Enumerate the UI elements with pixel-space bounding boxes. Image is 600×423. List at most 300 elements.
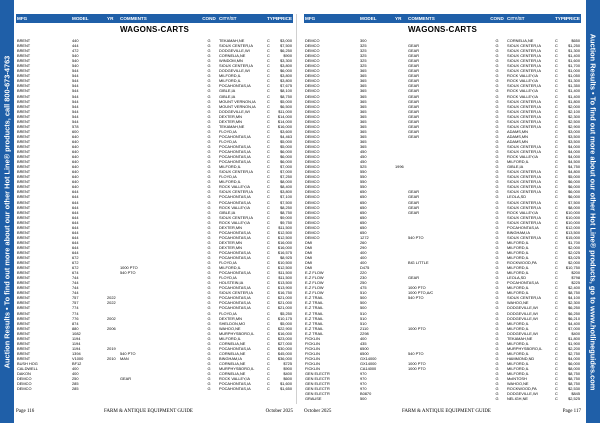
cell-city-state: FLOYD,IA [219, 128, 237, 134]
cell-price: $12,500 [277, 234, 292, 240]
cell-condition: G [207, 345, 211, 351]
cell-condition: G [207, 149, 211, 155]
cell-mfg: DEMCO [305, 143, 320, 149]
cell-price: $7,250 [280, 174, 292, 180]
cell-city-state: MILFORD,IL [507, 340, 529, 346]
header-cond: COND [490, 16, 504, 21]
cell-price: $2,300 [568, 300, 580, 306]
cell-price: $3,500 [568, 133, 580, 139]
cell-mfg: E-Z FLOW [305, 280, 324, 286]
cell-mfg: DEMCO [305, 103, 320, 109]
cell-price: $4,400 [568, 320, 580, 326]
cell-type: C [555, 204, 558, 210]
cell-price: $4,800 [568, 169, 580, 175]
cell-condition: G [207, 290, 211, 296]
cell-mfg: DEMCO [305, 184, 320, 190]
left-table-header [16, 14, 293, 23]
cell-comments: GEAR [408, 43, 420, 49]
cell-condition: G [495, 63, 499, 69]
cell-mfg: DEMCO [305, 219, 320, 225]
cell-mfg: BRENT [17, 123, 31, 129]
cell-condition: G [495, 361, 499, 366]
cell-comments: GEAR [408, 118, 420, 124]
cell-model: 640 [72, 143, 79, 149]
cell-type: C [267, 345, 270, 351]
left-issue-date: October 2025 [265, 409, 293, 414]
cell-condition: G [207, 335, 211, 341]
cell-city-state: GIBLE,IA [219, 93, 236, 99]
header-comments: COMMENTS [120, 16, 147, 21]
cell-model: 880 [72, 325, 79, 331]
cell-mfg: FICKLIN [305, 340, 320, 346]
cell-city-state: POCAHONTAS,IA [219, 249, 251, 255]
cell-price: $16,000 [277, 244, 292, 250]
cell-model: 2110 [360, 325, 369, 331]
cell-comments: GEAR [408, 123, 420, 129]
cell-mfg: BRENT [17, 234, 31, 240]
cell-type: C [555, 169, 558, 175]
cell-condition: G [495, 214, 499, 220]
cell-model: 500 [360, 396, 367, 402]
cell-city-state: DEXTER,MN [219, 113, 242, 119]
cell-city-state: DODGEVILLE,WI [507, 391, 538, 397]
cell-type: C [267, 325, 270, 331]
cell-model: 290 [360, 244, 367, 250]
cell-mfg: BRENT [17, 265, 31, 271]
cell-type: C [555, 275, 558, 281]
cell-condition: G [495, 98, 499, 104]
cell-mfg: E-Z TRAIL [305, 310, 324, 316]
cell-mfg: BRENT [17, 345, 31, 351]
cell-mfg: BRENT [17, 330, 31, 336]
cell-price: $400 [571, 330, 580, 336]
cell-condition: G [207, 93, 211, 99]
cell-type: C [267, 305, 270, 311]
cell-type: C [267, 83, 270, 89]
cell-type: C [267, 315, 270, 321]
cell-mfg: BRENT [17, 93, 31, 99]
cell-model: 540 [72, 58, 79, 64]
cell-mfg: DEMCO [305, 234, 320, 240]
cell-model: 544 [72, 93, 79, 99]
cell-price: $10,175 [277, 315, 292, 321]
cell-price: $11,500 [278, 224, 292, 230]
cell-mfg: DEMCO [305, 209, 320, 215]
cell-mfg: CALDWELL [17, 366, 38, 372]
cell-city-state: SHELDON,MO [219, 320, 246, 326]
cell-type: C [555, 345, 558, 351]
cell-condition: G [207, 164, 211, 170]
cell-condition: G [207, 154, 211, 160]
cell-model: 544 [72, 98, 79, 104]
cell-model: 644 [72, 189, 79, 195]
cell-model: 365 [360, 123, 367, 129]
cell-model: 644 [72, 234, 79, 240]
cell-city-state: CORNELIA,NE [219, 350, 246, 356]
cell-price: $5,000 [280, 98, 292, 104]
page-gutter [296, 14, 297, 404]
cell-mfg: DEMCO [305, 43, 320, 49]
cell-type: C [267, 255, 270, 261]
left-page-number: Page 116 [16, 409, 35, 414]
cell-city-state: MILFORD,IL [507, 249, 529, 255]
cell-condition: G [495, 219, 499, 225]
left-side-banner-text: Auction Results • To find out more about our other Hot Line® products, call 800-673-4763 [2, 55, 12, 368]
cell-model: 365 [360, 68, 367, 74]
right-side-banner [586, 0, 600, 423]
cell-type: C [555, 305, 558, 311]
cell-mfg: DEMCO [305, 229, 320, 235]
cell-condition: G [495, 325, 499, 331]
cell-model: 970 [360, 381, 367, 387]
cell-condition: G [207, 244, 211, 250]
cell-price: $7,100 [280, 194, 292, 200]
cell-price: $1,300 [568, 48, 580, 54]
cell-mfg: BRENT [17, 204, 31, 210]
cell-mfg: BRENT [17, 229, 31, 235]
cell-price: $225 [571, 280, 580, 286]
cell-city-state: SIOUX CENTER,IA [507, 63, 541, 69]
header-price: PRICE [565, 16, 580, 21]
cell-comments: GEAR [408, 78, 420, 84]
cell-condition: G [207, 68, 211, 74]
cell-year: 2022 [107, 295, 116, 301]
cell-price: $4,000 [568, 149, 580, 155]
cell-city-state: ROCK VALLEY,IA [507, 88, 538, 94]
cell-type: C [267, 371, 270, 377]
cell-mfg: DEMCO [305, 68, 320, 74]
cell-model: 550 [360, 179, 367, 185]
cell-price: $1,700 [568, 239, 580, 245]
cell-city-state: SIOUX CENTER,IA [507, 98, 541, 104]
cell-type: C [267, 73, 270, 79]
cell-model: 672 [72, 265, 79, 271]
cell-price: $8,250 [280, 204, 292, 210]
cell-mfg: FICKLIN [305, 350, 320, 356]
cell-type: C [267, 381, 270, 387]
cell-mfg: BRENT [17, 244, 31, 250]
cell-type: C [267, 194, 270, 200]
cell-city-state: SIOUX CENTER,IA [507, 189, 541, 195]
cell-condition: G [207, 103, 211, 109]
cell-model: 550 [360, 174, 367, 180]
cell-model: 744 [72, 280, 79, 286]
cell-mfg: DMI [305, 260, 313, 266]
cell-mfg: FICKLIN [305, 361, 320, 366]
cell-mfg: BRENT [17, 159, 31, 165]
cell-city-state: FLOYD,IA [219, 138, 237, 144]
cell-model: 1272 [360, 234, 369, 240]
cell-city-state: POCAHONTAS,IA [219, 386, 251, 392]
cell-price: $3,800 [280, 63, 292, 69]
cell-condition: G [495, 345, 499, 351]
cell-mfg: DEMCO [305, 118, 320, 124]
cell-price: $5,000 [568, 174, 580, 180]
cell-type: C [555, 224, 558, 230]
cell-city-state: SIOUX CENTER,IA [219, 189, 253, 195]
cell-city-state: MURPHYSBORO,IL [219, 366, 255, 372]
cell-type: C [555, 270, 558, 276]
cell-condition: G [495, 68, 499, 74]
cell-price: $2,025 [568, 249, 580, 255]
cell-comments: GEAR [408, 63, 420, 69]
cell-type: C [267, 159, 270, 165]
header-city: CITY/ST [219, 16, 237, 21]
cell-condition: G [207, 88, 211, 94]
cell-comments: GEAR [408, 108, 420, 114]
right-table-header [304, 14, 581, 23]
cell-mfg: BRENT [17, 43, 31, 49]
table-row [304, 396, 581, 401]
cell-model: 650 [360, 219, 367, 225]
cell-price: $3,025 [568, 255, 580, 261]
cell-condition: G [495, 234, 499, 240]
cell-condition: G [495, 189, 499, 195]
cell-price: $2,900 [568, 123, 580, 129]
cell-mfg: E-Z TRAIL [305, 320, 324, 326]
cell-price: $16,000 [277, 330, 292, 336]
cell-type: C [555, 43, 558, 49]
cell-type: C [267, 48, 270, 54]
cell-model: 544 [72, 103, 79, 109]
cell-type: C [555, 214, 558, 220]
cell-condition: G [495, 229, 499, 235]
cell-type: C [555, 103, 558, 109]
cell-condition: G [495, 58, 499, 64]
cell-model: 365 [360, 98, 367, 104]
cell-model: 544 [72, 88, 79, 94]
header-model: MODEL [72, 16, 89, 21]
cell-condition: G [207, 179, 211, 185]
cell-mfg: BRENT [17, 174, 31, 180]
cell-city-state: FLOYD,IA [219, 260, 237, 266]
cell-type: C [267, 350, 270, 356]
cell-city-state: SIOUX CENTER,IA [219, 43, 253, 49]
cell-comments: 1000 PTO [408, 285, 426, 291]
cell-city-state: POCAHONTAS,IA [507, 224, 539, 230]
cell-comments: GEAR [120, 376, 132, 382]
cell-model: 640 [72, 138, 79, 144]
cell-model: 365 [360, 103, 367, 109]
cell-price: $2,200 [568, 345, 580, 351]
cell-mfg: BRENT [17, 335, 31, 341]
cell-price: $27,000 [277, 340, 292, 346]
cell-price: $7,000 [568, 325, 580, 331]
cell-price: $4,750 [568, 164, 580, 170]
cell-type: C [267, 43, 270, 49]
cell-model: 250 [360, 280, 367, 286]
cell-mfg: BRENT [17, 88, 31, 94]
cell-condition: G [495, 224, 499, 230]
cell-model: 644 [72, 239, 79, 245]
cell-city-state: POCAHONTAS,IA [219, 285, 251, 291]
cell-model: 325 [360, 58, 367, 64]
cell-condition: G [495, 133, 499, 139]
cell-condition: G [495, 290, 499, 296]
cell-comments: GEAR [408, 209, 420, 215]
cell-city-state: ROCK VALLEY,IA [507, 73, 538, 79]
cell-mfg: E-Z TRAIL [305, 295, 324, 301]
cell-model: 525 [360, 164, 367, 170]
cell-mfg: DEMCO [17, 376, 32, 382]
cell-price: $8,750 [568, 371, 580, 377]
cell-mfg: DEMCO [305, 48, 320, 54]
cell-type: C [555, 366, 558, 372]
cell-mfg: BRENT [17, 179, 31, 185]
cell-price: $12,000 [565, 224, 580, 230]
cell-model: 230 [360, 275, 367, 281]
cell-model: 510 [360, 310, 367, 316]
cell-model: 672 [72, 255, 79, 261]
cell-model: 325 [360, 63, 367, 69]
cell-model: V1000 [72, 355, 84, 361]
cell-condition: G [495, 305, 499, 311]
cell-price: $1,600 [280, 381, 292, 387]
cell-mfg: GEN ELECTR [305, 381, 330, 387]
cell-model: 365 [360, 78, 367, 84]
cell-city-state: SIOUX CENTER,IA [219, 169, 253, 175]
cell-model: 440 [72, 38, 79, 43]
cell-price: $2,000 [568, 260, 580, 266]
cell-city-state: MURPHYSBORO,IL [507, 345, 543, 351]
cell-price: $1,400 [568, 93, 580, 99]
cell-price: $14,000 [277, 113, 292, 119]
cell-mfg: BRENT [17, 249, 31, 255]
cell-condition: G [207, 194, 211, 200]
cell-type: C [267, 310, 270, 316]
cell-price: $3,300 [280, 58, 292, 64]
cell-type: C [555, 290, 558, 296]
cell-city-state: MILFORD,IL [507, 265, 529, 271]
cell-city-state: POCAHONTAS,IA [219, 270, 251, 276]
cell-city-state: POCAHONTAS,IA [219, 229, 251, 235]
cell-city-state: TEKAMAH,NE [219, 123, 245, 129]
cell-condition: G [207, 219, 211, 225]
cell-model: 774 [72, 310, 79, 316]
cell-model: 325 [360, 53, 367, 59]
cell-model: 650 [360, 229, 367, 235]
cell-condition: G [495, 320, 499, 326]
cell-comments: GEAR [408, 88, 420, 94]
cell-condition: G [207, 295, 211, 301]
cell-mfg: BRENT [17, 184, 31, 190]
cell-type: C [555, 73, 558, 79]
cell-model: 674 [72, 270, 79, 276]
cell-condition: G [495, 396, 499, 402]
cell-mfg: DEMCO [305, 194, 320, 200]
cell-price: $400 [283, 371, 292, 377]
cell-condition: G [207, 305, 211, 311]
header-mfg: MFG [305, 16, 316, 21]
cell-type: C [555, 244, 558, 250]
cell-type: C [555, 234, 558, 240]
cell-mfg: BRENT [17, 310, 31, 316]
cell-type: C [555, 138, 558, 144]
cell-city-state: HOLSTEIN,IA [219, 280, 244, 286]
cell-model: 365 [360, 133, 367, 139]
cell-type: C [555, 285, 558, 291]
cell-price: $650 [571, 38, 580, 43]
cell-year: 1996 [395, 164, 404, 170]
cell-model: 644 [72, 214, 79, 220]
cell-mfg: BRENT [17, 194, 31, 200]
cell-comments: GEAR [408, 93, 420, 99]
cell-condition: G [207, 43, 211, 49]
cell-model: 285 [72, 386, 79, 392]
cell-type: C [267, 270, 270, 276]
cell-type: C [555, 350, 558, 356]
cell-city-state: FLOYD,IA [219, 275, 237, 281]
cell-condition: G [207, 280, 211, 286]
cell-city-state: POCAHONTAS,IA [219, 255, 251, 261]
cell-type: C [267, 103, 270, 109]
cell-mfg: DEMCO [305, 214, 320, 220]
cell-model: 600 [72, 128, 79, 134]
cell-price: $1,800 [568, 98, 580, 104]
cell-model: 450 [360, 149, 367, 155]
cell-price: $14,000 [277, 118, 292, 124]
cell-type: C [555, 68, 558, 74]
cell-condition: G [207, 300, 211, 306]
cell-type: C [555, 376, 558, 382]
cell-city-state: SIOUX CENTER,IA [219, 214, 253, 220]
cell-price: $1,800 [568, 335, 580, 341]
cell-price: $2,530 [568, 386, 580, 392]
cell-city-state: DEXTER,MN [219, 224, 242, 230]
cell-type: C [267, 290, 270, 296]
cell-mfg: E-Z FLOW [305, 270, 324, 276]
cell-price: $12,500 [277, 229, 292, 235]
cell-price: $8,925 [280, 255, 292, 261]
cell-price: $3,500 [568, 138, 580, 144]
cell-condition: G [207, 128, 211, 134]
cell-type: C [267, 108, 270, 114]
cell-price: $6,000 [568, 184, 580, 190]
cell-city-state: MOUNT VERNON,IA [219, 98, 256, 104]
cell-type: C [555, 48, 558, 54]
cell-type: C [267, 275, 270, 281]
cell-city-state: SIOUX CENTER,IA [507, 179, 541, 185]
cell-type: C [267, 366, 270, 372]
cell-condition: G [207, 58, 211, 64]
table-row [16, 386, 293, 391]
cell-condition: G [207, 98, 211, 104]
cell-condition: G [495, 199, 499, 205]
cell-comments: 540 PTO [408, 234, 424, 240]
cell-price: $8,000 [568, 366, 580, 372]
cell-mfg: DEMCO [305, 38, 320, 43]
cell-type: C [267, 229, 270, 235]
cell-condition: G [495, 280, 499, 286]
cell-condition: G [495, 149, 499, 155]
cell-mfg: BRENT [17, 53, 31, 59]
cell-price: $1,250 [568, 43, 580, 49]
cell-city-state: MILFORD,IL [507, 361, 529, 366]
cell-mfg: BRENT [17, 113, 31, 119]
cell-city-state: GIBLE,IA [507, 164, 524, 170]
cell-model: 640 [72, 159, 79, 165]
cell-condition: G [495, 255, 499, 261]
cell-price: $4,463 [280, 133, 292, 139]
cell-model: CA14000 [360, 366, 377, 372]
cell-condition: G [207, 386, 211, 392]
cell-city-state: MILFORD,IL [507, 285, 529, 291]
cell-type: C [267, 68, 270, 74]
cell-comments: GEAR [408, 189, 420, 195]
header-comments: COMMENTS [408, 16, 435, 21]
cell-condition: G [495, 335, 499, 341]
cell-comments: 1000 PTO [408, 366, 426, 372]
